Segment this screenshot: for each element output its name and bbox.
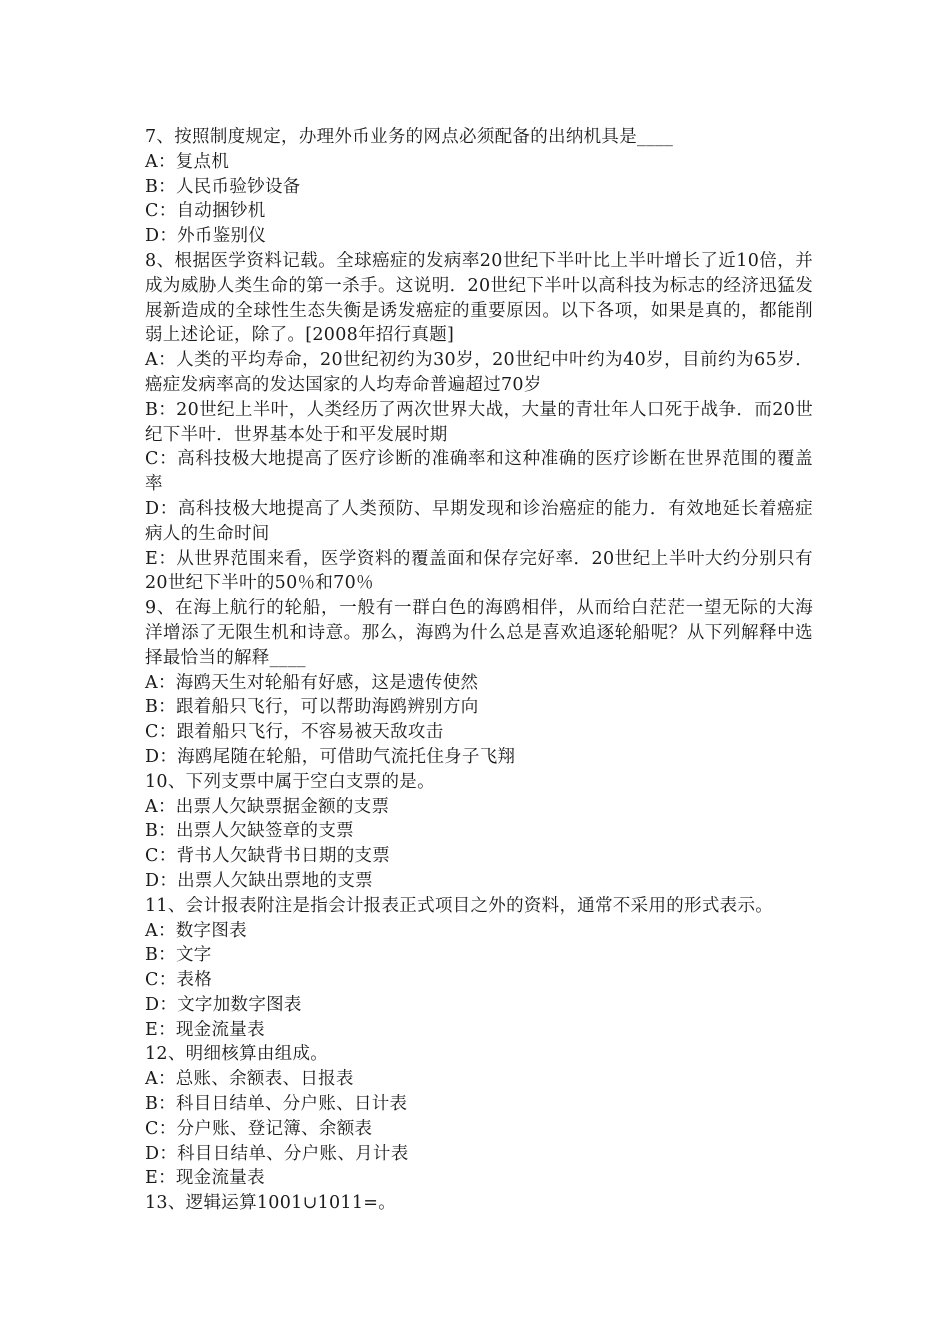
q11-option-d: D：文字加数字图表 — [145, 994, 302, 1015]
document-body — [145, 125, 813, 1216]
q8-option-a: A：人类的平均寿命，20世纪初约为30岁，20世纪中叶约为40岁，目前约为65岁．癌症发病率高的发达国家的人均寿命普遍超过70岁 — [145, 350, 813, 395]
q10-option-c: C：背书人欠缺背书日期的支票 — [145, 846, 391, 867]
q12-option-e: E：现金流量表 — [145, 1168, 265, 1189]
q9-option-c: C：跟着船只飞行，不容易被天敌攻击 — [145, 722, 444, 743]
q11-option-a: A：数字图表 — [145, 920, 247, 941]
q8-option-b: B：20世纪上半叶，人类经历了两次世界大战，大量的青壮年人口死于战争．而20世纪下半叶．世界基本处于和平发展时期 — [145, 399, 813, 445]
q8-option-d: D：高科技极大地提高了人类预防、早期发现和诊治癌症的能力．有效地延长着癌症病人的生命时间 — [145, 498, 813, 544]
q7-option-a: A：复点机 — [145, 151, 230, 172]
question-9: 9、在海上航行的轮船，一般有一群白色的海鸥相伴，从而给白茫茫一望无际的大海洋增添了无限生机和诗意。那么，海鸥为什么总是喜欢追逐轮船呢？从下列解释中选择最恰当的解释____ — [145, 598, 813, 668]
q10-option-d: D：出票人欠缺出票地的支票 — [145, 870, 373, 891]
q11-option-e: E：现金流量表 — [145, 1019, 265, 1040]
question-8: 8、根据医学资料记载。全球癌症的发病率20世纪下半叶比上半叶增长了近10倍，并成为威胁人类生命的第一杀手。这说明．20世纪下半叶以高科技为标志的经济迅猛发展新造成的全球性生态失衡是诱发癌症的重要原因。以下各项，如果是真的，都能削弱上述论证，除了。[2008年招行真题] — [145, 250, 813, 346]
q11-option-c: C：表格 — [145, 970, 213, 991]
q10-option-a: A：出票人欠缺票据金额的支票 — [145, 796, 390, 817]
q12-option-d: D：科目日结单、分户账、月计表 — [145, 1143, 409, 1164]
q7-option-c: C：自动捆钞机 — [145, 201, 266, 222]
q12-option-b: B：科目日结单、分户账、日计表 — [145, 1094, 408, 1115]
q9-option-d: D：海鸥尾随在轮船，可借助气流托住身子飞翔 — [145, 746, 516, 767]
q8-option-e: E：从世界范围来看，医学资料的覆盖面和保存完好率．20世纪上半叶大约分别只有20世纪下半叶的50％和70％ — [145, 548, 813, 594]
q9-option-b: B：跟着船只飞行，可以帮助海鸥辨别方向 — [145, 697, 479, 718]
q7-option-d: D：外币鉴别仪 — [145, 226, 267, 247]
q12-option-c: C：分户账、登记簿、余额表 — [145, 1118, 373, 1139]
question-12: 12、明细核算由组成。 — [145, 1044, 329, 1065]
question-13: 13、逻辑运算1001∪1011=。 — [145, 1193, 397, 1214]
question-7: 7、按照制度规定，办理外币业务的网点必须配备的出纳机具是____ — [145, 127, 674, 147]
q7-option-b: B：人民币验钞设备 — [145, 176, 301, 197]
q12-option-a: A：总账、余额表、日报表 — [145, 1069, 354, 1090]
q10-option-b: B：出票人欠缺签章的支票 — [145, 821, 354, 842]
question-11: 11、会计报表附注是指会计报表正式项目之外的资料，通常不采用的形式表示。 — [145, 895, 774, 916]
q11-option-b: B：文字 — [145, 945, 212, 966]
q8-option-c: C：高科技极大地提高了医疗诊断的准确率和这种准确的医疗诊断在世界范围的覆盖率 — [145, 449, 813, 495]
question-10: 10、下列支票中属于空白支票的是。 — [145, 771, 435, 792]
q9-option-a: A：海鸥天生对轮船有好感，这是遗传使然 — [145, 672, 479, 693]
